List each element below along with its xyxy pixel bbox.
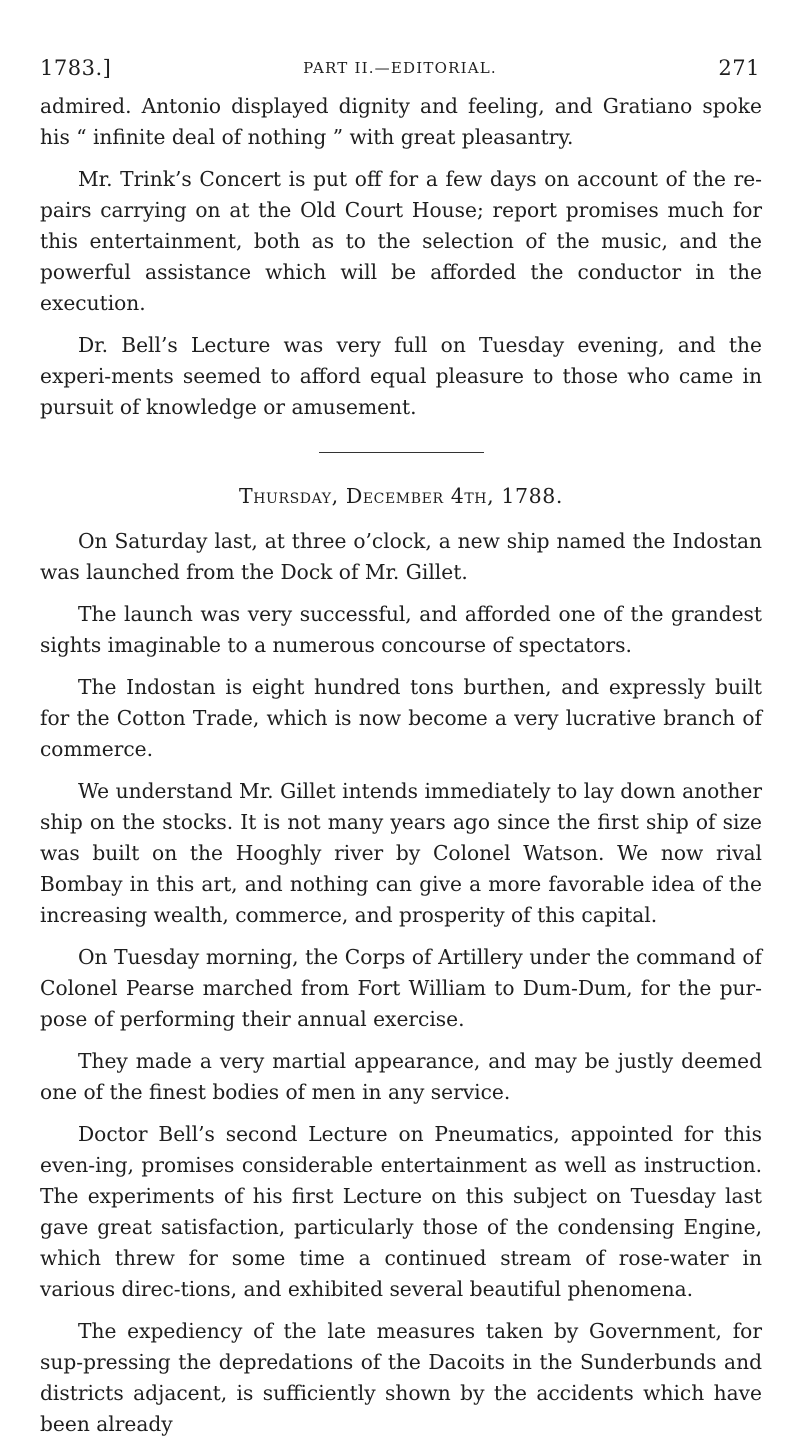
page-number: 271 <box>718 56 760 80</box>
header-section-title: PART II.—EDITORIAL. <box>303 59 497 77</box>
paragraph: We understand Mr. Gillet intends immediately to lay down another ship on the stocks. It is not many years ago since the first ship of size was built on the Hooghly river by Colonel Watson. We now rival Bombay in this art, and nothing can give a more favorable idea of the increasing wealth, commerce, and prosperity of this capital. <box>40 779 762 927</box>
paragraph: On Tuesday morning, the Corps of Artillery under the command of Colonel Pearse marched from Fort William to Dum-Dum, for the pur-pose of performing their annual exercise. <box>40 945 762 1031</box>
paragraph: On Saturday last, at three o’clock, a new ship named the Indostan was launched from the Dock of Mr. Gillet. <box>40 529 762 584</box>
article-body <box>40 91 762 1451</box>
paragraph: Doctor Bell’s second Lecture on Pneumatics, appointed for this even-ing, promises considerable entertainment as well as instruction. The experiments of his first Lecture on this subject on Tuesday last gave great satisfaction, particularly those of the condensing Engine, which threw for some time a continued stream of rose-water in various direc-tions, and exhibited several beautiful phenomena. <box>40 1122 762 1301</box>
paragraph: They made a very martial appearance, and may be justly deemed one of the finest bodies of men in any service. <box>40 1049 762 1104</box>
section-divider <box>319 452 484 453</box>
paragraph: The launch was very successful, and afforded one of the grandest sights imaginable to a numerous concourse of spectators. <box>40 602 762 657</box>
paragraph: Mr. Trink’s Concert is put off for a few days on account of the re-pairs carrying on at the Old Court House; report promises much for this entertainment, both as to the selection of the music, and the powerful assistance which will be afforded the conductor in the execution. <box>40 167 762 315</box>
paragraph: The expediency of the late measures taken by Government, for sup-pressing the depredations of the Dacoits in the Sunderbunds and districts adjacent, is sufficiently shown by the accidents which have been already <box>40 1319 762 1436</box>
paragraph: The Indostan is eight hundred tons burthen, and expressly built for the Cotton Trade, which is now become a very lucrative branch of commerce. <box>40 675 762 761</box>
paragraph: Dr. Bell’s Lecture was very full on Tuesday evening, and the experi-ments seemed to afford equal pleasure to those who came in pursuit of knowledge or amusement. <box>40 333 762 419</box>
dateline-heading: Thursday, December 4th, 1788. <box>238 484 564 508</box>
header-year: 1783.] <box>40 56 112 80</box>
running-header <box>40 56 760 88</box>
paragraph: admired. Antonio displayed dignity and feeling, and Gratiano spoke his “ infinite deal of nothing ” with great pleasantry. <box>40 94 762 149</box>
